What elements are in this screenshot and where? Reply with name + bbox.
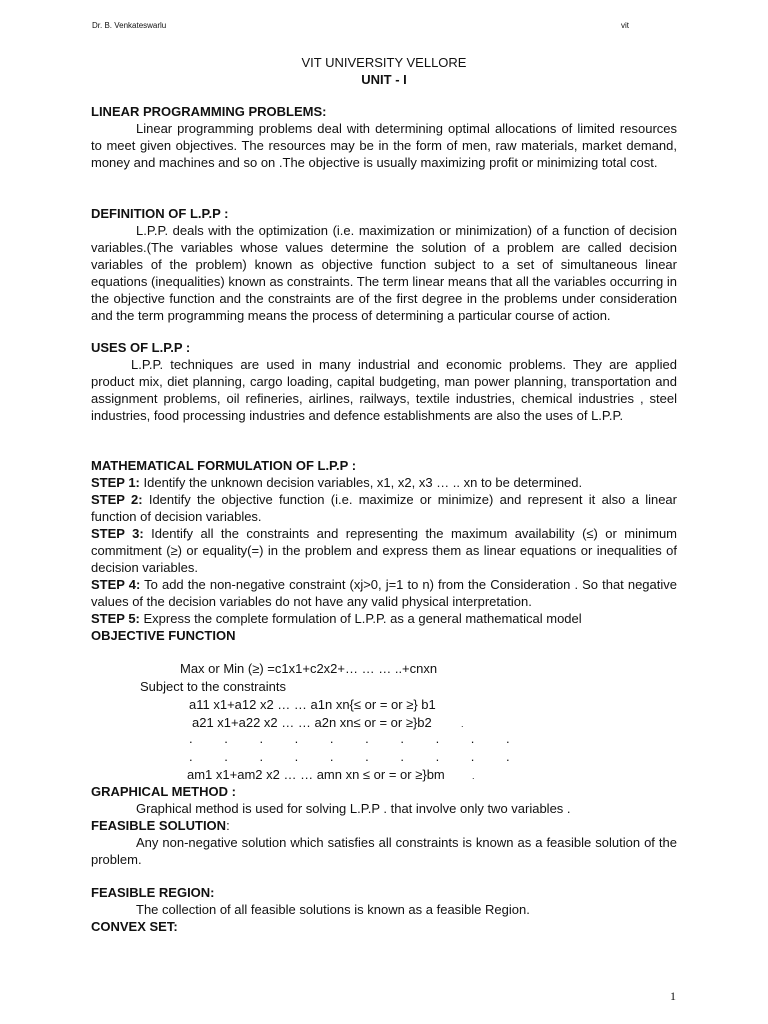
objective-max-line: Max or Min (≥) =c1x1+c2x2+… … … ..+cnxn [180,661,438,676]
graphical-text: Graphical method is used for solving L.P.P . that involve only two variables . [136,801,571,816]
lpp-section [91,103,677,171]
constraint-1: a11 x1+a12 x2 … … a1n xn{≤ or = or ≥} b1 [189,697,436,712]
graphical-heading: GRAPHICAL METHOD : [91,784,236,799]
objective-heading: OBJECTIVE FUNCTION [91,628,236,643]
header-right: vit [621,21,629,30]
step-4-text: To add the non-negative constraint (xj>0, j=1 to n) from the Consideration . So that negative values of the decision variables do not have any valid physical interpretation. [91,577,677,609]
feasible-solution-heading: FEASIBLE SOLUTION [91,818,227,833]
lpp-heading: LINEAR PROGRAMMING PROBLEMS: [91,104,327,119]
step-5 [91,610,677,627]
lpp-text: Linear programming problems deal with determining optimal allocations of limited resources to meet given objectives. The resources may be in the form of men, raw materials, market demand, money and machines and so on .The objective is usually maximizing profit or minimizing total cost. [91,121,677,170]
formulation-section [91,457,677,644]
dots-row-2: . . . . . . . . . . [189,749,524,764]
page-number: 1 [670,989,676,1003]
constraint-2: a21 x1+a22 x2 … … a2n xn≤ or = or ≥}b2 [192,715,432,730]
step-1-label: STEP 1: [91,475,140,490]
unit-title: UNIT - I [361,72,407,87]
dots-row-1: . . . . . . . . . . [189,731,524,746]
step-5-text: Express the complete formulation of L.P.P. as a general mathematical model [139,611,582,626]
graphical-section [91,783,677,868]
step-5-label: STEP 5: [91,611,140,626]
definition-text: L.P.P. deals with the optimization (i.e. maximization or minimization) of a function of decision variables.(The variables whose values determine the solution of a problem are called decision variables of the problem) known as objective function subject to a set of simultaneous linear equations (inequalities) known as constraints. The term linear means that all the variables occurring in the objective function and the constraints are of the first degree in the problems under consideration and the term programming means the process of determining a particular course of action. [91,223,677,323]
step-2 [91,491,677,525]
document-title: VIT UNIVERSITY VELLORE [301,55,467,70]
uses-heading: USES OF L.P.P : [91,340,191,355]
formulation-heading: MATHEMATICAL FORMULATION OF L.P.P : [91,458,357,473]
step-1 [91,474,677,491]
feasible-region-text: The collection of all feasible solutions is known as a feasible Region. [136,902,530,917]
step-3-text: Identify all the constraints and representing the maximum availability (≤) or minimum commitment (≥) or equality(=) in the problem and express them as linear equations or inequalities of decision variables. [91,526,678,575]
step-1-text: Identify the unknown decision variables, x1, x2, x3 … .. xn to be determined. [139,475,583,490]
uses-section [91,339,677,424]
feasible-solution-text: Any non-negative solution which satisfies all constraints is known as a feasible solution of the problem. [91,835,677,867]
header-author: Dr. B. Venkateswarlu [92,21,167,30]
constraint-m: am1 x1+am2 x2 … … amn xn ≤ or = or ≥}bm [187,767,445,782]
uses-text: L.P.P. techniques are used in many industrial and economic problems. They are applied product mix, diet planning, cargo loading, capital budgeting, man power planning, transportation and assignment problems, oil refineries, airlines, railways, textile industries, chemical industries , steel industries, food processing industries and defence establishments are also the uses of L.P.P. [91,357,677,423]
subject-to-line: Subject to the constraints [140,679,286,694]
convex-set-heading: CONVEX SET: [91,919,178,934]
feasible-solution-heading-line [91,817,677,834]
trailing-dot-1: . [461,719,464,729]
definition-heading: DEFINITION OF L.P.P : [91,206,229,221]
definition-section [91,205,677,324]
step-4 [91,576,677,610]
step-4-label: STEP 4: [91,577,141,592]
step-3 [91,525,677,576]
feasible-region-heading: FEASIBLE REGION: [91,885,215,900]
trailing-dot-2: . [472,771,475,781]
step-2-label: STEP 2: [91,492,143,507]
step-3-label: STEP 3: [91,526,144,541]
step-2-text: Identify the objective function (i.e. maximize or minimize) and represent it also a linear function of decision variables. [91,492,677,524]
feasible-region-section [91,884,677,935]
feasible-solution-colon: : [226,818,230,833]
